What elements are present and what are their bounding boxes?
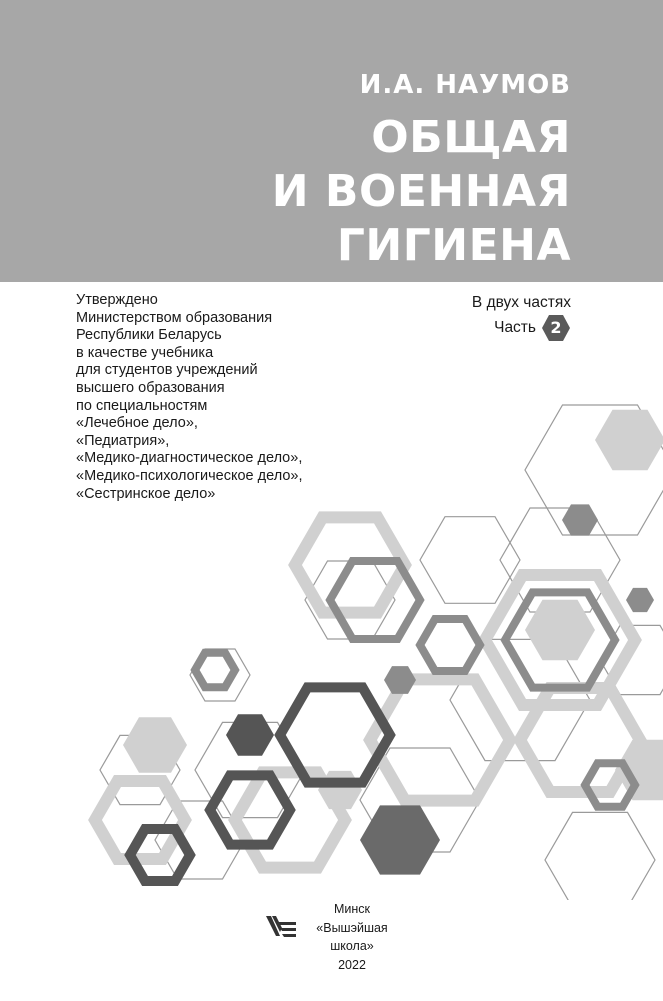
hexagon-shape	[626, 588, 654, 612]
approval-line: «Лечебное дело»,	[76, 415, 198, 432]
hexagon-shape	[545, 812, 655, 900]
publication-year: 2022	[338, 957, 366, 972]
book-title-line-1: ОБЩАЯ	[371, 112, 571, 163]
part-number: 2	[550, 318, 562, 337]
author-name: И.А. НАУМОВ	[359, 70, 571, 100]
hexagon-shape	[360, 805, 440, 874]
hexagon-shape	[562, 504, 598, 535]
publisher-imprint	[302, 900, 402, 974]
hexagon-shape	[226, 714, 274, 756]
approval-line: в качестве учебника	[76, 344, 214, 361]
hexagon-shape	[384, 666, 416, 694]
approval-line: высшего образования	[76, 379, 225, 396]
part-label: Часть	[494, 319, 536, 336]
publisher-name: «Вышэйшая школа»	[316, 920, 388, 953]
hexagon-shape	[525, 600, 595, 661]
approval-line: для студентов учреждений	[76, 362, 258, 379]
hexagon-shape	[330, 561, 420, 639]
hexagon-shape	[595, 410, 663, 471]
publisher-city: Минск	[333, 902, 371, 916]
approval-line: «Медико-диагностическое дело»,	[76, 450, 303, 467]
hexagon-shape	[420, 619, 480, 671]
hexagon-shape	[420, 517, 520, 604]
approval-line: Утверждено	[76, 292, 158, 308]
parts-count-label: В двух частях	[471, 294, 571, 311]
approval-line: Министерством образования	[76, 309, 273, 326]
book-title-line-3: ГИГИЕНА	[336, 220, 571, 271]
book-title-line-2: И ВОЕННАЯ	[271, 166, 571, 217]
hexagon-shape	[195, 653, 235, 688]
approval-line: «Медико-психологическое дело»,	[76, 467, 303, 484]
publisher-logo-icon	[264, 912, 298, 940]
approval-line: Республики Беларусь	[76, 327, 222, 344]
approval-line: «Сестринское дело»	[76, 485, 216, 502]
approval-line: «Педиатрия»,	[76, 432, 170, 449]
approval-line: по специальностям	[76, 397, 208, 414]
